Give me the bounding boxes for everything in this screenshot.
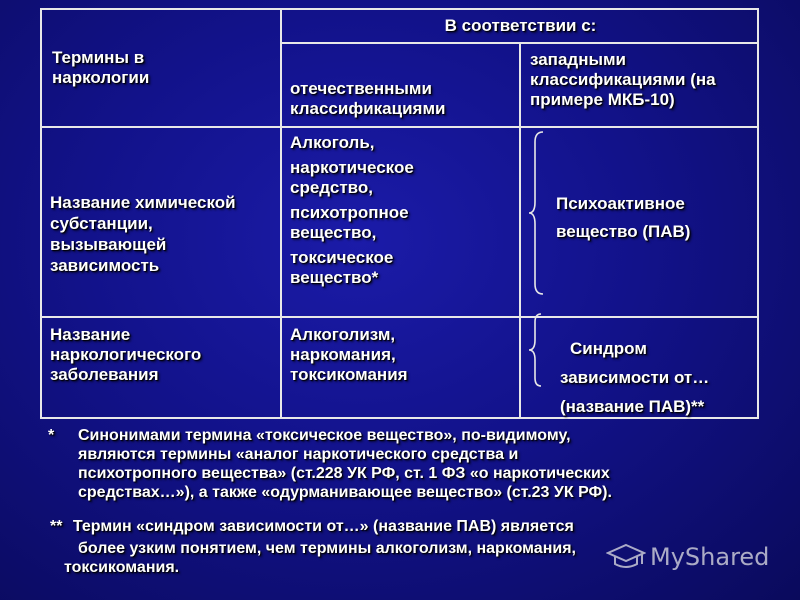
- footnote-2-line: более узким понятием, чем термины алкоголизм, наркомания,: [78, 540, 576, 557]
- row2-western-cell: [560, 334, 760, 421]
- row1-domestic-line: наркотическое: [290, 158, 414, 177]
- footnote-2-marker: **: [50, 518, 63, 535]
- row2-label-cell: [50, 325, 278, 385]
- footnote-1-line: средствах…»), а также «одурманивающее вещество» (ст.23 УК РФ).: [78, 484, 612, 501]
- row1-domestic-line: вещество*: [290, 268, 379, 287]
- footnote-2-line: токсикомания.: [64, 559, 180, 576]
- row2-label-line: наркологического: [50, 345, 202, 364]
- footnote-1-line: психотропного вещества» (ст.228 УК РФ, ст. 1 ФЗ «о наркотических: [78, 465, 610, 482]
- table-col-divider-2: [519, 42, 521, 419]
- footnote-2-text: Термин «синдром зависимости от…» (название ПАВ) является: [72, 518, 574, 535]
- header-domestic-line: отечественными: [290, 79, 432, 98]
- row2-domestic-line: токсикомания: [290, 365, 408, 384]
- row1-domestic-cell: [290, 133, 518, 288]
- header-terms-line: Термины в: [52, 48, 145, 67]
- header-domestic-line: классификациями: [290, 99, 446, 118]
- row2-western-line: Синдром: [570, 339, 647, 358]
- row1-western-cell: [556, 190, 756, 246]
- table-row-divider-1: [40, 126, 759, 128]
- row1-domestic-line: Алкоголь,: [290, 133, 375, 152]
- footnote-1-line: Синонимами термина «токсическое вещество», по-видимому,: [78, 427, 571, 444]
- watermark-logo: [606, 540, 796, 574]
- row2-domestic-line: Алкоголизм,: [290, 325, 396, 344]
- row1-label-line: Название химической: [50, 193, 236, 212]
- row1-western-line: вещество (ПАВ): [556, 222, 691, 241]
- row1-domestic-line: психотропное: [290, 203, 409, 222]
- footnote-1: [78, 426, 778, 502]
- row1-domestic-line: вещество,: [290, 223, 377, 242]
- footnote-1-line: являются термины «аналог наркотического средства и: [78, 446, 519, 463]
- row1-domestic-line: токсическое: [290, 248, 394, 267]
- header-terms-line: наркологии: [52, 68, 150, 87]
- header-western-line: западными: [530, 50, 627, 69]
- row2-label-line: заболевания: [50, 365, 159, 384]
- header-according-to-text: В соответствии с:: [444, 16, 597, 35]
- row1-label-line: зависимость: [50, 256, 160, 275]
- table-col-divider-1: [280, 8, 282, 419]
- row1-label-cell: [50, 192, 278, 276]
- header-terms-cell: [52, 48, 272, 88]
- table-header-subdivider: [280, 42, 759, 44]
- watermark-text: MyShared: [650, 543, 770, 571]
- row1-western-line: Психоактивное: [556, 194, 685, 213]
- row1-domestic-line: средство,: [290, 178, 373, 197]
- row2-western-line: зависимости от…: [560, 368, 710, 387]
- header-western-line: примере МКБ-10): [530, 90, 675, 109]
- row1-label-line: субстанции,: [50, 214, 153, 233]
- header-western-line: классификациями (на: [530, 70, 716, 89]
- row2-domestic-line: наркомания,: [290, 345, 396, 364]
- row1-label-line: вызывающей: [50, 235, 167, 254]
- row2-domestic-cell: [290, 325, 518, 385]
- row1-brace-icon: [527, 128, 549, 298]
- row2-brace-icon: [527, 310, 549, 390]
- header-according-to: [282, 16, 759, 36]
- footnote-2-first-line: [50, 516, 770, 538]
- header-western-cell: [530, 50, 755, 110]
- row2-western-line: (название ПАВ)**: [560, 397, 705, 416]
- table-row-divider-2: [40, 316, 759, 318]
- row2-label-line: Название: [50, 325, 131, 344]
- header-domestic-cell: [290, 79, 515, 119]
- graduation-cap-icon: [606, 542, 646, 572]
- footnote-1-marker: *: [48, 427, 55, 444]
